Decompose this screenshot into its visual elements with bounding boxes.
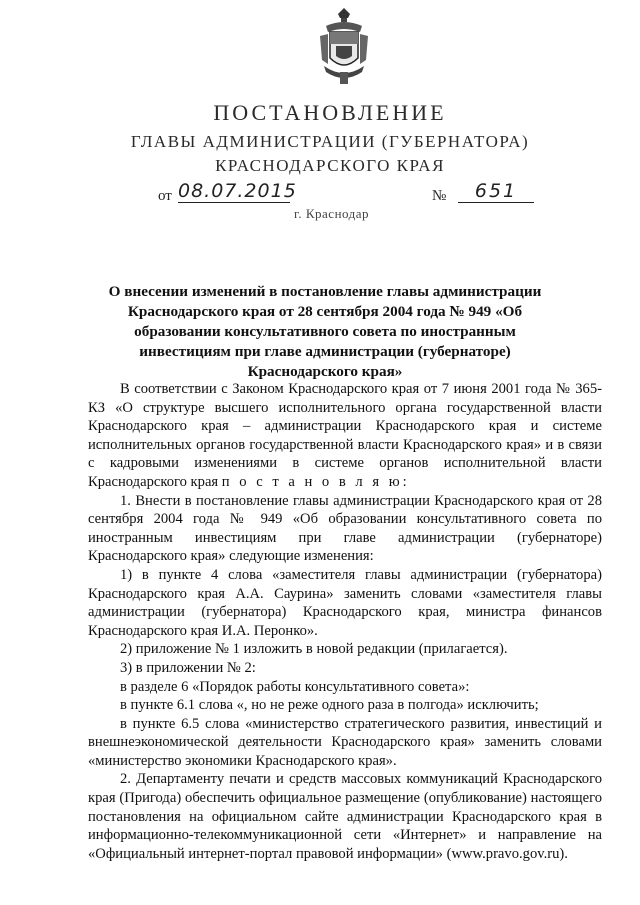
paragraph-1-item-3a: в разделе 6 «Порядок работы консультативного совета»: bbox=[120, 678, 470, 695]
paragraph-2: 2. Департаменту печати и средств массовых коммуникаций Краснодарского края (Пригода) обеспечить официальное размещение (опубликование) настоящего постановления на официальном сайте администрации Краснодарского края в информационно-телекоммуникационной сети «Интернет» и направление на «Официальный интернет-портал правовой информации» (www.pravo.gov.ru). bbox=[88, 771, 602, 862]
intro-paragraph bbox=[88, 380, 602, 492]
document-date: 08.07.2015 bbox=[178, 180, 297, 202]
paragraph-1-item-3b: в пункте 6.1 слова «, но не реже одного раза в полгода» исключить; bbox=[120, 697, 539, 714]
paragraph-1-item-2: 2) приложение № 1 изложить в новой редакции (прилагается). bbox=[120, 641, 508, 658]
document-title: О внесении изменений в постановление главы администрации Краснодарского края от 28 сентября 2004 года № 949 «Об образовании консультативного совета по иностранным инвестициям при главе администрации (губернаторе) Краснодарского края» bbox=[108, 283, 542, 380]
paragraph-1: 1. Внести в постановление главы администрации Краснодарского края от 28 сентября 2004 года № 949 «Об образовании консультативного совета по иностранным инвестициям при главе администрации (губернаторе) Краснодарского края» следующие изменения: bbox=[88, 492, 602, 565]
paragraph-1-item-3: 3) в приложении № 2: bbox=[120, 659, 256, 676]
paragraph-1-item-1: 1) в пункте 4 слова «заместителя главы администрации (губернатора) Краснодарского края А.А. Саурина» заменить словами «заместителя главы администрации (губернатора) Краснодарского края, министра финансов Краснодарского края И.А. Перонко». bbox=[88, 566, 602, 639]
city-label: г. Краснодар bbox=[294, 206, 370, 221]
document-body bbox=[88, 380, 602, 863]
document-type-heading: ПОСТАНОВЛЕНИЕ bbox=[213, 100, 447, 125]
number-prefix: № bbox=[432, 188, 447, 204]
coat-of-arms-emblem bbox=[316, 6, 372, 88]
issuer-heading-line1: ГЛАВЫ АДМИНИСТРАЦИИ (ГУБЕРНАТОРА) bbox=[130, 132, 530, 151]
date-prefix: от bbox=[158, 188, 172, 204]
decree-word: п о с т а н о в л я ю: bbox=[221, 473, 410, 490]
document-number: 651 bbox=[458, 180, 534, 203]
paragraph-1-item-3c: в пункте 6.5 слова «министерство стратегического развития, инвестиций и внешнеэкономической деятельности Краснодарского края» заменить словами «министерство экономики Краснодарского края». bbox=[88, 715, 602, 769]
intro-text: В соответствии с Законом Краснодарского края от 7 июня 2001 года № 365-КЗ «О структуре высшего исполнительного органа государственной власти Краснодарского края – администрации Краснодарского края и системе исполнительных органов государственной власти Краснодарского края» и в связи с кадровыми изменениями в системе органов исполнительной власти Краснодарского края bbox=[88, 381, 602, 490]
issuer-heading-line2: КРАСНОДАРСКОГО КРАЯ bbox=[215, 156, 445, 175]
